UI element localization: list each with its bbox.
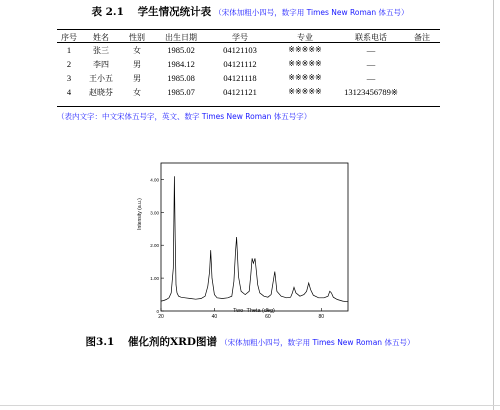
table-caption-title: 学生情况统计表 <box>137 6 212 18</box>
row-3-name: 王小五 <box>89 74 113 83</box>
x-tick-label: 60 <box>265 314 271 320</box>
row-1-student-id: 04121103 <box>223 45 257 55</box>
figure-caption-note: （宋体加粗小四号，数字用 Times New Roman 体五号） <box>220 338 415 347</box>
row-2-major: ※※※※※ <box>288 59 322 68</box>
page-edge-bottom <box>0 405 500 406</box>
row-2-index: 2 <box>66 59 72 69</box>
header-cell-birthdate: 出生日期 <box>165 33 197 42</box>
row-3-student-id: 04121118 <box>223 73 257 83</box>
x-tick-label: 20 <box>158 314 164 320</box>
row-1-name: 张三 <box>93 46 109 55</box>
header-cell-student-id: 学号 <box>232 33 248 42</box>
row-4-student-id: 04121121 <box>223 87 257 97</box>
row-4-phone: 13123456789※ <box>344 87 398 97</box>
row-3-phone: — <box>366 73 376 83</box>
row-3-birthdate: 1985.08 <box>167 73 195 83</box>
row-2-name: 李四 <box>93 60 109 69</box>
y-tick-label: 2.00 <box>150 243 159 249</box>
row-1-birthdate: 1985.02 <box>167 45 195 55</box>
y-tick-label: 1.00 <box>150 276 159 282</box>
x-axis-label: Two- Theta (deg) <box>233 308 275 314</box>
plot-frame <box>161 163 348 311</box>
row-4-index: 4 <box>66 87 72 97</box>
y-tick-label: 4.00 <box>150 177 159 183</box>
row-1-major: ※※※※※ <box>288 45 322 54</box>
header-cell-major: 专业 <box>297 33 313 42</box>
row-2-birthdate: 1984.12 <box>167 59 195 69</box>
y-tick-label: 0 <box>156 309 159 314</box>
row-2-student-id: 04121112 <box>223 59 257 69</box>
row-4-birthdate: 1985.07 <box>167 87 195 97</box>
table-footnote: （表内文字：中文宋体五号字，英文、数字 Times New Roman 体五号字） <box>57 112 312 121</box>
header-cell-remark: 备注 <box>414 33 430 42</box>
header-cell-name: 姓名 <box>93 33 109 42</box>
table-caption-number: 表 2.1 <box>91 6 124 18</box>
y-axis-label: Intensity (a.u.) <box>137 198 143 230</box>
row-3-major: ※※※※※ <box>288 73 322 82</box>
y-tick-label: 3.00 <box>150 210 159 216</box>
row-1-phone: — <box>366 45 376 55</box>
row-4-name: 赵晓芬 <box>89 88 113 97</box>
figure-caption-title: 催化剂的XRD图谱 <box>128 336 217 348</box>
row-2-gender: 男 <box>133 60 141 69</box>
row-1-gender: 女 <box>133 46 141 55</box>
row-3-gender: 男 <box>133 74 141 83</box>
table-caption-note: （宋体加粗小四号，数字用 Times New Roman 体五号） <box>214 8 409 17</box>
page-edge-right <box>493 0 494 410</box>
row-4-gender: 女 <box>133 88 141 97</box>
header-cell-index: 序号 <box>61 33 77 42</box>
row-2-phone: — <box>366 59 376 69</box>
row-4-major: ※※※※※ <box>288 87 322 96</box>
x-tick-label: 80 <box>318 314 325 320</box>
header-cell-gender: 性别 <box>129 33 145 42</box>
figure-caption <box>0 334 500 349</box>
header-cell-phone: 联系电话 <box>355 33 387 42</box>
row-3-index: 3 <box>66 73 72 83</box>
row-1-index: 1 <box>66 45 72 55</box>
x-tick-label: 40 <box>211 314 218 320</box>
figure-caption-number: 图3.1 <box>85 336 115 348</box>
